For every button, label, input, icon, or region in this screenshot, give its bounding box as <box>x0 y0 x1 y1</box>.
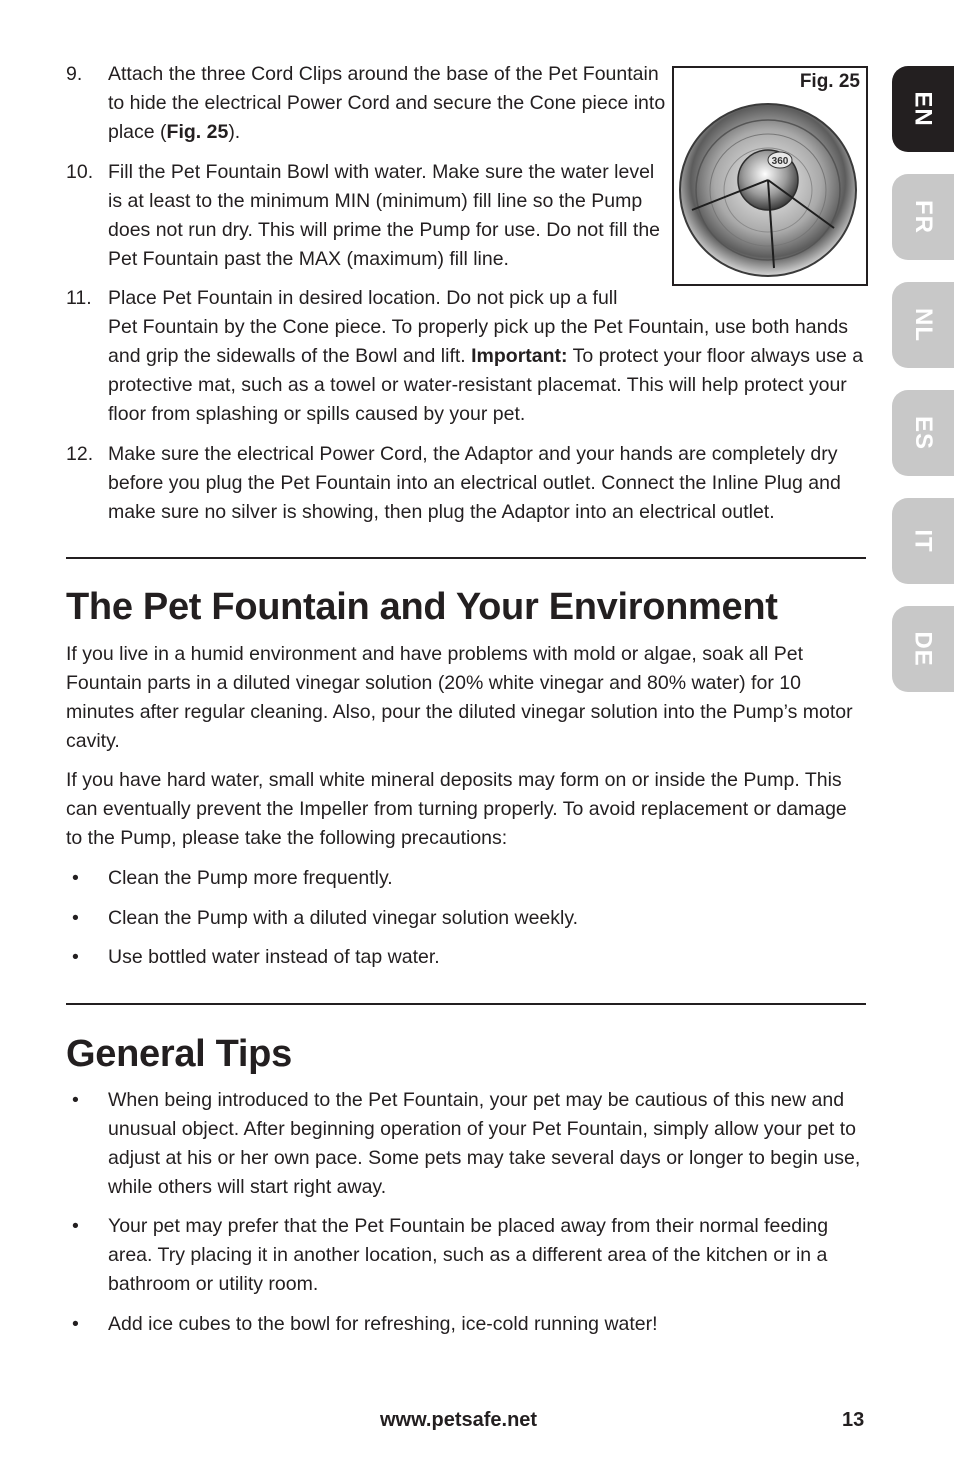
precaution-item <box>66 864 866 893</box>
page-number: 13 <box>842 1409 865 1431</box>
bullet-glyph: • <box>72 1089 79 1111</box>
section-divider <box>66 557 866 559</box>
step-number: 12. <box>66 443 94 465</box>
tip-item <box>66 1310 866 1339</box>
section-divider <box>66 1003 866 1005</box>
language-tab-de[interactable] <box>892 606 954 692</box>
step-list <box>66 440 866 527</box>
language-tab-it[interactable] <box>892 498 954 584</box>
step-text: Make sure the electrical Power Cord, the Adaptor and your hands are completely dry before you plug the Pet Fountain into an electrical outlet. Connect the Inline Plug and make sure no silver is showing, then plug the Adaptor into an electrical outlet. <box>108 443 841 523</box>
precaution-item <box>66 943 866 972</box>
step-text-end: To protect your floor always use a protective mat, such as a towel or water-resistant placemat. This will help protect your floor from splashing or spills caused by your pet. <box>108 345 864 425</box>
bullet-glyph: • <box>72 1313 79 1335</box>
important-label: Important: <box>471 345 568 367</box>
brand-mark: 360 <box>771 156 789 167</box>
precaution-text: Clean the Pump with a diluted vinegar solution weekly. <box>108 907 579 929</box>
language-tab-fr[interactable] <box>892 174 954 260</box>
tips-list <box>66 1310 866 1339</box>
step-text-cont: Pet Fountain by the Cone piece. To properly pick up the Pet Fountain, use both hands and grip the sidewalls of the Bowl and lift. <box>108 316 849 367</box>
precaution-item <box>66 904 866 933</box>
language-tab-en[interactable] <box>892 66 954 152</box>
step-12 <box>66 440 866 527</box>
step-list <box>66 284 866 429</box>
bullet-glyph: • <box>72 867 79 889</box>
step-10 <box>66 158 668 274</box>
tip-text: When being introduced to the Pet Fountain, your pet may be cautious of this new and unusual object. After beginning operation of your Pet Fountain, simply allow your pet to adjust at his or her own pace. Some pets may take several days or longer to begin use, while others will start right away. <box>108 1089 861 1198</box>
tips-list <box>66 1086 866 1202</box>
step-number: 11. <box>66 287 92 309</box>
section-heading-environment: The Pet Fountain and Your Environment <box>66 586 778 628</box>
tip-item <box>66 1086 866 1202</box>
fountain-photo <box>674 68 866 284</box>
precaution-list <box>66 864 866 893</box>
bullet-glyph: • <box>72 1215 79 1237</box>
figure-reference: Fig. 25 <box>166 121 229 143</box>
bullet-glyph: • <box>72 907 79 929</box>
environment-paragraph-2: If you have hard water, small white mineral deposits may form on or inside the Pump. This can eventually prevent the Impeller from turning properly. To avoid replacement or damage to the Pump, please take the following precautions: <box>66 769 847 849</box>
step-11 <box>66 284 866 429</box>
environment-paragraph-1: If you live in a humid environment and have problems with mold or algae, soak all Pet Fountain parts in a diluted vinegar solution (20% white vinegar and 80% water) for 10 minutes after regular cleaning. Also, pour the diluted vinegar solution into the Pump’s motor cavity. <box>66 643 853 752</box>
precaution-list <box>66 904 866 933</box>
tip-item <box>66 1212 866 1299</box>
tip-text: Add ice cubes to the bowl for refreshing, ice-cold running water! <box>108 1313 658 1335</box>
precaution-list <box>66 943 866 972</box>
step-text: Attach the three Cord Clips around the base of the Pet Fountain to hide the electrical Power Cord and secure the Cone piece into place ( <box>108 63 666 143</box>
section-heading-general-tips: General Tips <box>66 1033 292 1075</box>
bullet-glyph: • <box>72 946 79 968</box>
language-tab-label: EN <box>910 91 937 127</box>
step-text-end: ). <box>228 121 241 143</box>
language-tab-label: NL <box>910 308 937 342</box>
precaution-text: Clean the Pump more frequently. <box>108 867 393 889</box>
language-tab-nl[interactable] <box>892 282 954 368</box>
footer-website-link[interactable]: www.petsafe.net <box>380 1409 538 1431</box>
language-tab-es[interactable] <box>892 390 954 476</box>
tip-text: Your pet may prefer that the Pet Fountain be placed away from their normal feeding area. Try placing it in another location, such as a different area of the kitchen or in a bathroom or utility room. <box>108 1215 829 1295</box>
language-tab-label: IT <box>909 529 937 553</box>
language-tab-label: ES <box>909 415 937 451</box>
language-tab-label: FR <box>910 200 937 234</box>
step-number: 10. <box>66 161 94 183</box>
precaution-text: Use bottled water instead of tap water. <box>108 946 440 968</box>
step-text: Fill the Pet Fountain Bowl with water. Make sure the water level is at least to the minimum MIN (minimum) fill line so the Pump does not run dry. This will prime the Pump for use. Do not fill the Pet Fountain past the MAX (maximum) fill line. <box>108 161 661 270</box>
step-text: Place Pet Fountain in desired location. Do not pick up a full <box>108 287 618 309</box>
step-number: 9. <box>66 63 83 85</box>
language-tab-label: DE <box>910 631 937 667</box>
step-9 <box>66 60 668 147</box>
figure-25 <box>672 66 868 286</box>
tips-list <box>66 1212 866 1299</box>
figure-label: Fig. 25 <box>799 71 860 92</box>
